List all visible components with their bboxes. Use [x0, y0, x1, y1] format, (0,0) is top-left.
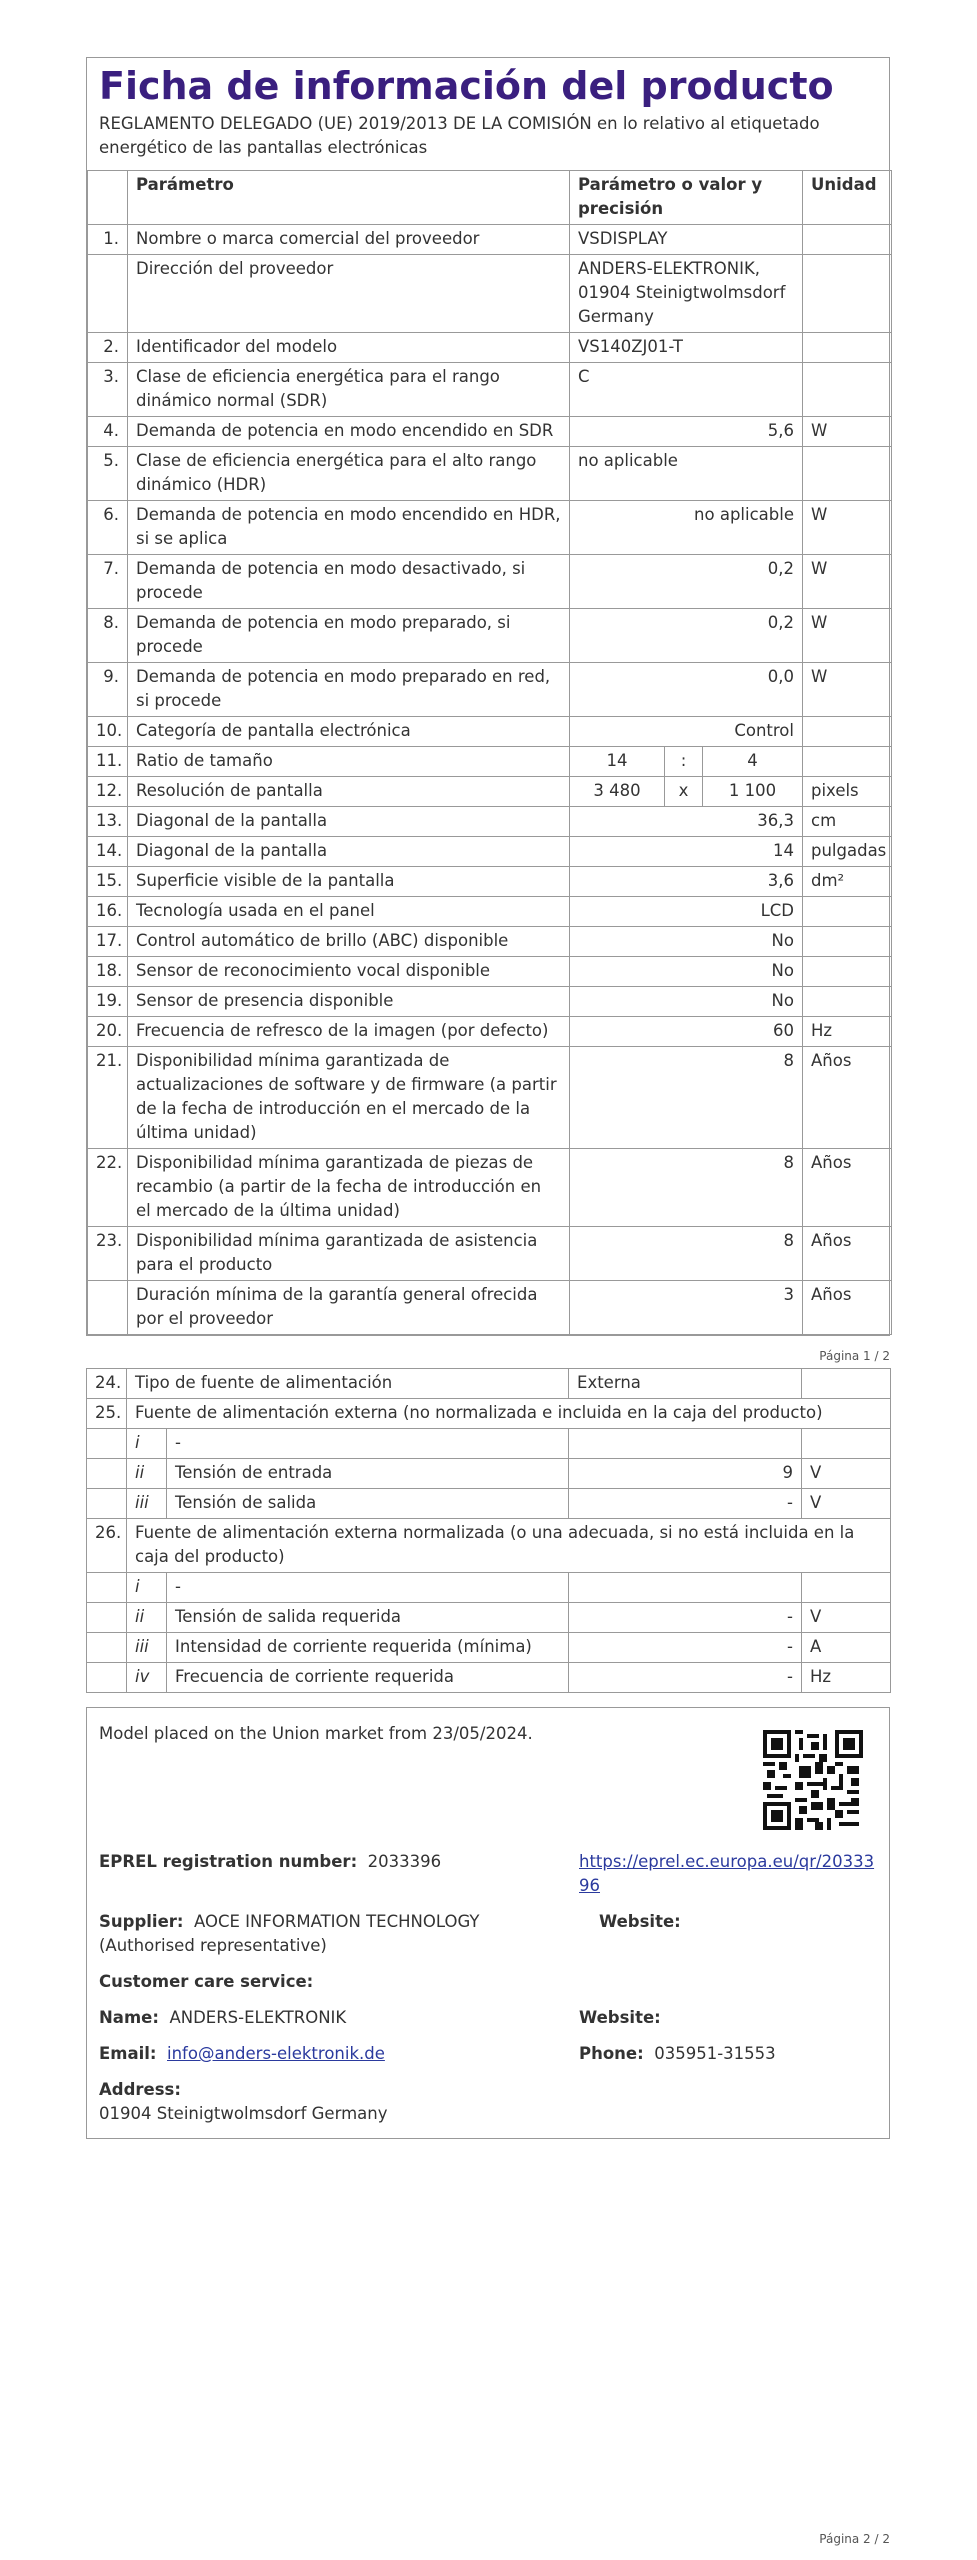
page-number-2: Página 2 / 2	[819, 2532, 890, 2546]
supplier-website-label: Website:	[599, 1912, 681, 1931]
name-label: Name:	[99, 2008, 159, 2027]
phone-value: 035951-31553	[654, 2044, 776, 2063]
table-row: 4. Demanda de potencia en modo encendido en SDR 5,6 W	[88, 417, 892, 447]
model-identifier-value: VS140ZJ01-T	[570, 333, 803, 363]
table-row: Dirección del proveedor ANDERS-ELEKTRONIK, 01904 Steinigtwolmsdorf Germany	[88, 255, 892, 333]
supplier-info-box	[86, 1707, 890, 2139]
table-row: 22. Disponibilidad mínima garantizada de piezas de recambio (a partir de la fecha de introducción en el mercado de la última unidad) 8 Años	[88, 1149, 892, 1227]
supplier-address-value: ANDERS-ELEKTRONIK, 01904 Steinigtwolmsdorf Germany	[570, 255, 803, 333]
page-title: Ficha de información del producto	[99, 64, 834, 108]
table-row: i -	[87, 1429, 891, 1459]
table-row: 18. Sensor de reconocimiento vocal disponible No	[88, 957, 892, 987]
header-parameter: Parámetro	[128, 171, 570, 225]
table-row: 2. Identificador del modelo VS140ZJ01-T	[88, 333, 892, 363]
phone-label: Phone:	[579, 2044, 644, 2063]
table-row: 20. Frecuencia de refresco de la imagen (por defecto) 60 Hz	[88, 1017, 892, 1047]
table-row: 19. Sensor de presencia disponible No	[88, 987, 892, 1017]
product-info-sheet	[86, 57, 890, 1336]
supplier-name-value: VSDISPLAY	[570, 225, 803, 255]
table-row: 10. Categoría de pantalla electrónica Control	[88, 717, 892, 747]
power-supply-table	[86, 1368, 891, 1693]
address-value: 01904 Steinigtwolmsdorf Germany	[99, 2104, 388, 2123]
address-label: Address:	[99, 2080, 181, 2099]
table-row: 11. Ratio de tamaño 14 : 4	[88, 747, 892, 777]
email-label: Email:	[99, 2044, 157, 2063]
table-row: Duración mínima de la garantía general ofrecida por el proveedor 3 Años	[88, 1281, 892, 1335]
page-content	[86, 57, 890, 2139]
header-value: Parámetro o valor y precisión	[570, 171, 803, 225]
table-header-row	[88, 171, 892, 225]
email-link[interactable]: info@anders-elektronik.de	[167, 2044, 385, 2063]
table-row: 9. Demanda de potencia en modo preparado en red, si procede 0,0 W	[88, 663, 892, 717]
table-row: 7. Demanda de potencia en modo desactivado, si procede 0,2 W	[88, 555, 892, 609]
table-row: 16. Tecnología usada en el panel LCD	[88, 897, 892, 927]
table-row: iii Tensión de salida - V	[87, 1489, 891, 1519]
name-value: ANDERS-ELEKTRONIK	[169, 2008, 347, 2027]
table-row: 25. Fuente de alimentación externa (no normalizada e incluida en la caja del producto)	[87, 1399, 891, 1429]
table-row: iv Frecuencia de corriente requerida - Hz	[87, 1663, 891, 1693]
eprel-label: EPREL registration number:	[99, 1852, 358, 1871]
supplier-value: AOCE INFORMATION TECHNOLOGY (Authorised representative)	[99, 1912, 480, 1955]
customer-care-heading: Customer care service:	[99, 1972, 314, 1991]
table-row: 6. Demanda de potencia en modo encendido en HDR, si se aplica no aplicable W	[88, 501, 892, 555]
table-row: 24. Tipo de fuente de alimentación Externa	[87, 1369, 891, 1399]
table-row: 3. Clase de eficiencia energética para el rango dinámico normal (SDR) C	[88, 363, 892, 417]
table-row: 21. Disponibilidad mínima garantizada de actualizaciones de software y de firmware (a partir de la fecha de introducción en el mercado de la última unidad) 8 Años	[88, 1047, 892, 1149]
supplier-label: Supplier:	[99, 1912, 184, 1931]
table-row: 12. Resolución de pantalla 3 480 x 1 100 pixels	[88, 777, 892, 807]
qr-code-icon[interactable]	[763, 1730, 863, 1830]
table-row: 23. Disponibilidad mínima garantizada de asistencia para el producto 8 Años	[88, 1227, 892, 1281]
placed-on-market-text: Model placed on the Union market from 23/05/2024.	[99, 1724, 533, 1743]
regulation-subtitle: REGLAMENTO DELEGADO (UE) 2019/2013 DE LA COMISIÓN en lo relativo al etiquetado energético de las pantallas electrónicas	[99, 114, 820, 157]
eprel-number: 2033396	[367, 1852, 442, 1871]
table-row: iii Intensidad de corriente requerida (mínima) - A	[87, 1633, 891, 1663]
table-row: ii Tensión de entrada 9 V	[87, 1459, 891, 1489]
page-number-1: Página 1 / 2	[819, 1349, 890, 1363]
table-row: 14. Diagonal de la pantalla 14 pulgadas	[88, 837, 892, 867]
care-website-label: Website:	[579, 2008, 661, 2027]
table-row: 1. Nombre o marca comercial del proveedor VSDISPLAY	[88, 225, 892, 255]
table-row: 15. Superficie visible de la pantalla 3,6 dm²	[88, 867, 892, 897]
table-row: ii Tensión de salida requerida - V	[87, 1603, 891, 1633]
table-row: 13. Diagonal de la pantalla 36,3 cm	[88, 807, 892, 837]
table-row: i -	[87, 1573, 891, 1603]
eprel-link[interactable]: https://eprel.ec.europa.eu/qr/2033396	[579, 1852, 875, 1895]
parameters-table	[87, 170, 892, 1335]
table-row: 5. Clase de eficiencia energética para el alto rango dinámico (HDR) no aplicable	[88, 447, 892, 501]
header-unit: Unidad	[803, 171, 892, 225]
table-row: 26. Fuente de alimentación externa normalizada (o una adecuada, si no está incluida en la caja del producto)	[87, 1519, 891, 1573]
table-row: 8. Demanda de potencia en modo preparado, si procede 0,2 W	[88, 609, 892, 663]
table-row: 17. Control automático de brillo (ABC) disponible No	[88, 927, 892, 957]
